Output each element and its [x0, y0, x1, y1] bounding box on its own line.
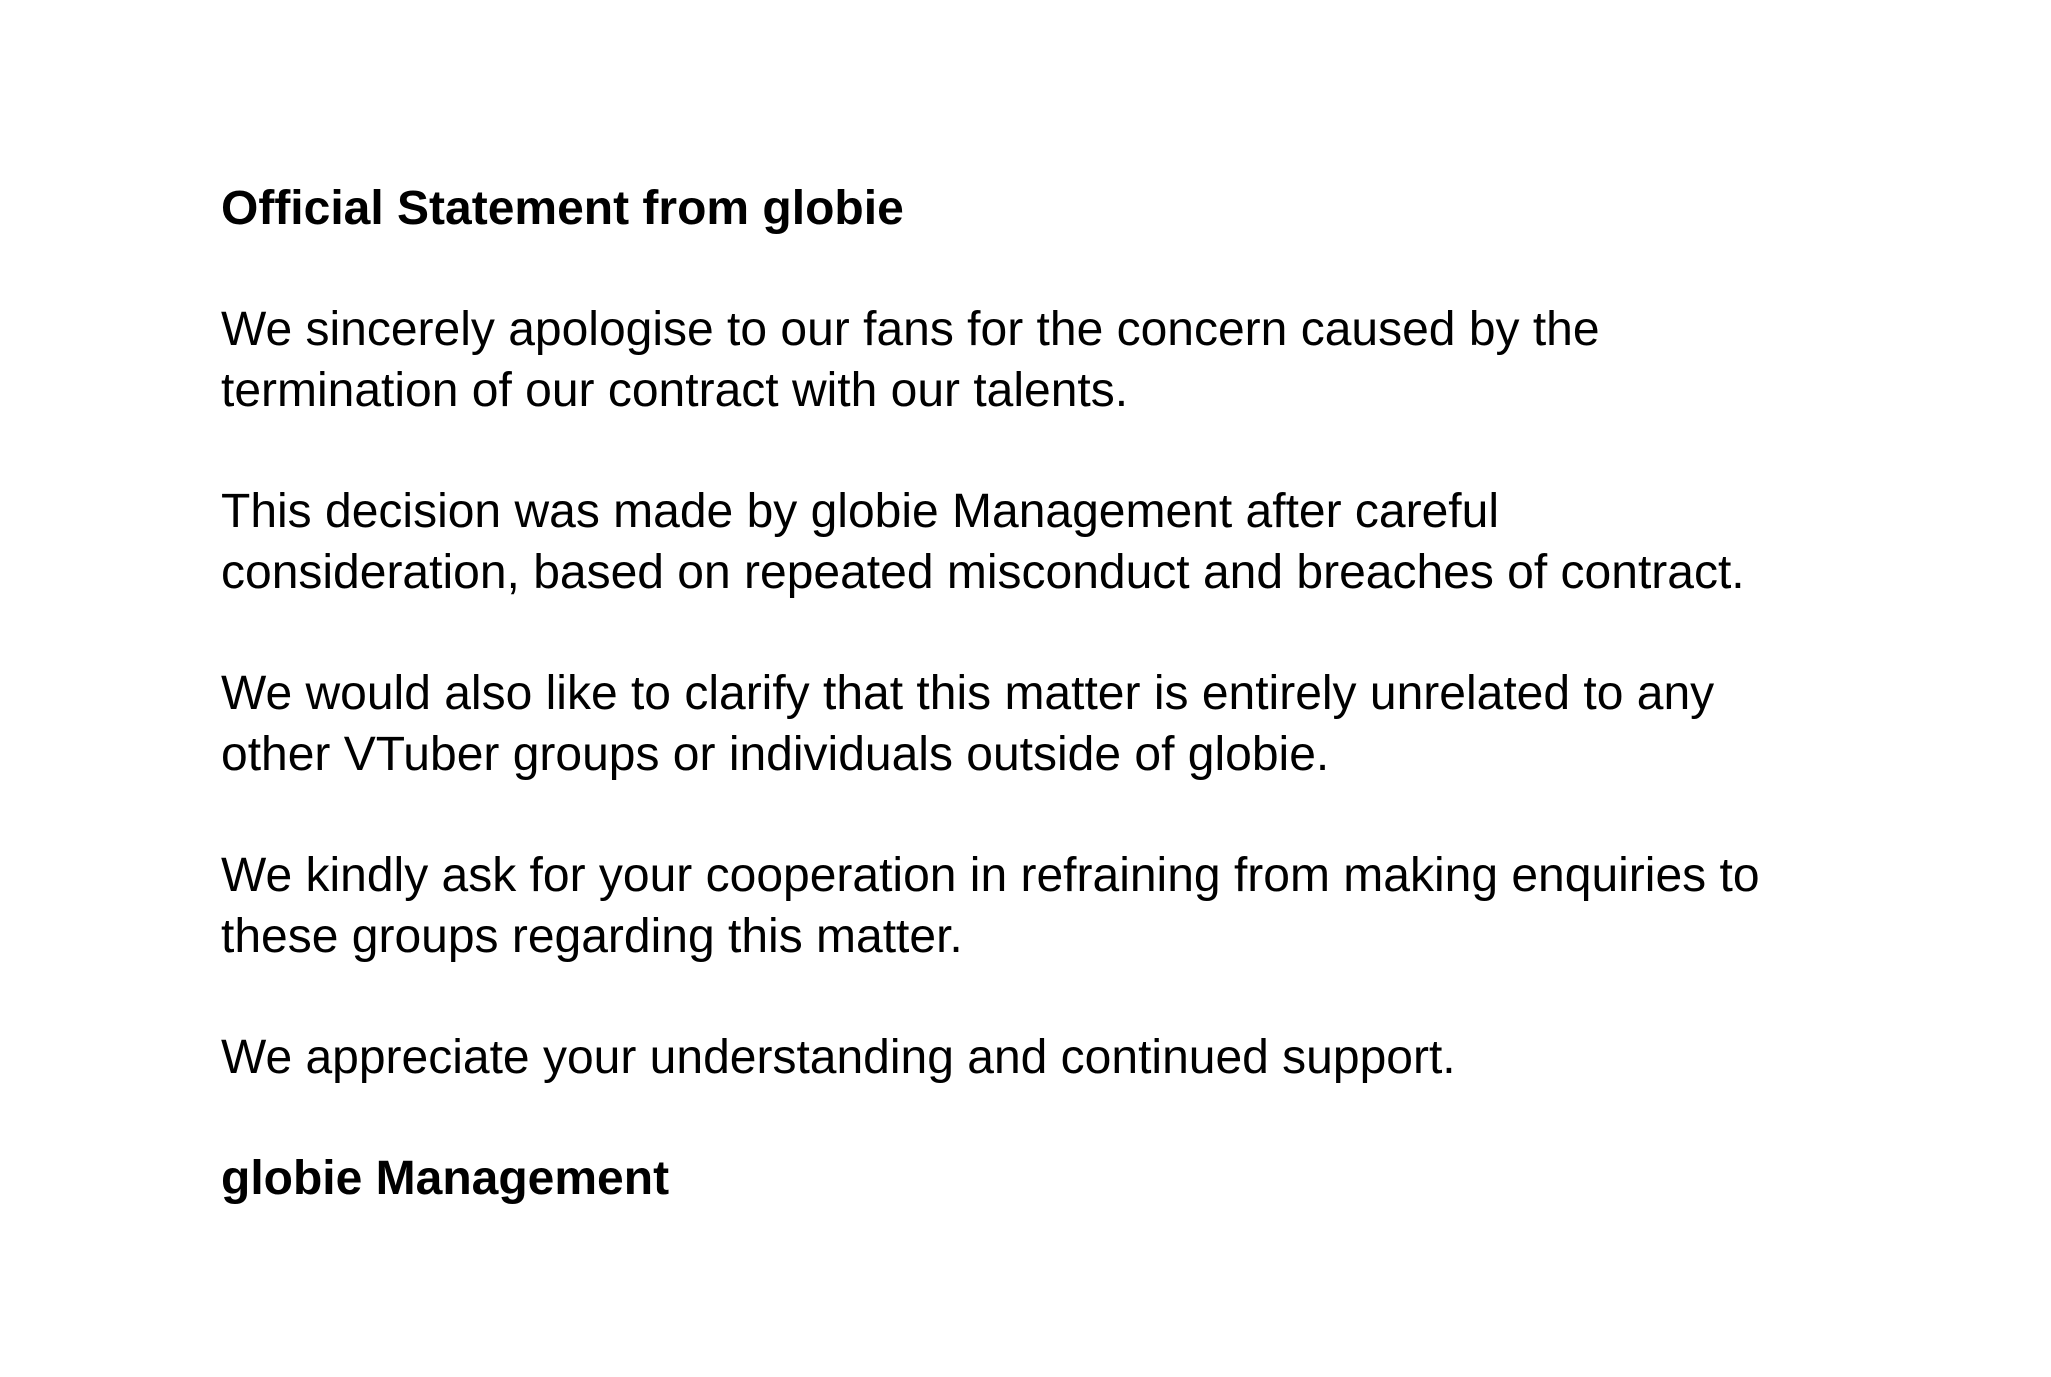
statement-paragraph-3: We would also like to clarify that this matter is entirely unrelated to any other VTuber groups or individuals outside of globie.: [221, 667, 1715, 781]
statement-paragraph-5: We appreciate your understanding and continued support.: [221, 1031, 1456, 1084]
statement-paragraph-4: We kindly ask for your cooperation in refraining from making enquiries to these groups regarding this matter.: [221, 849, 1760, 963]
statement-document: [221, 178, 1921, 1209]
statement-signature: globie Management: [221, 1152, 670, 1205]
statement-paragraph-1: We sincerely apologise to our fans for the concern caused by the termination of our contract with our talents.: [221, 303, 1600, 417]
statement-paragraph-2: This decision was made by globie Management after careful consideration, based on repeated misconduct and breaches of contract.: [221, 485, 1745, 599]
statement-title: Official Statement from globie: [221, 182, 904, 235]
